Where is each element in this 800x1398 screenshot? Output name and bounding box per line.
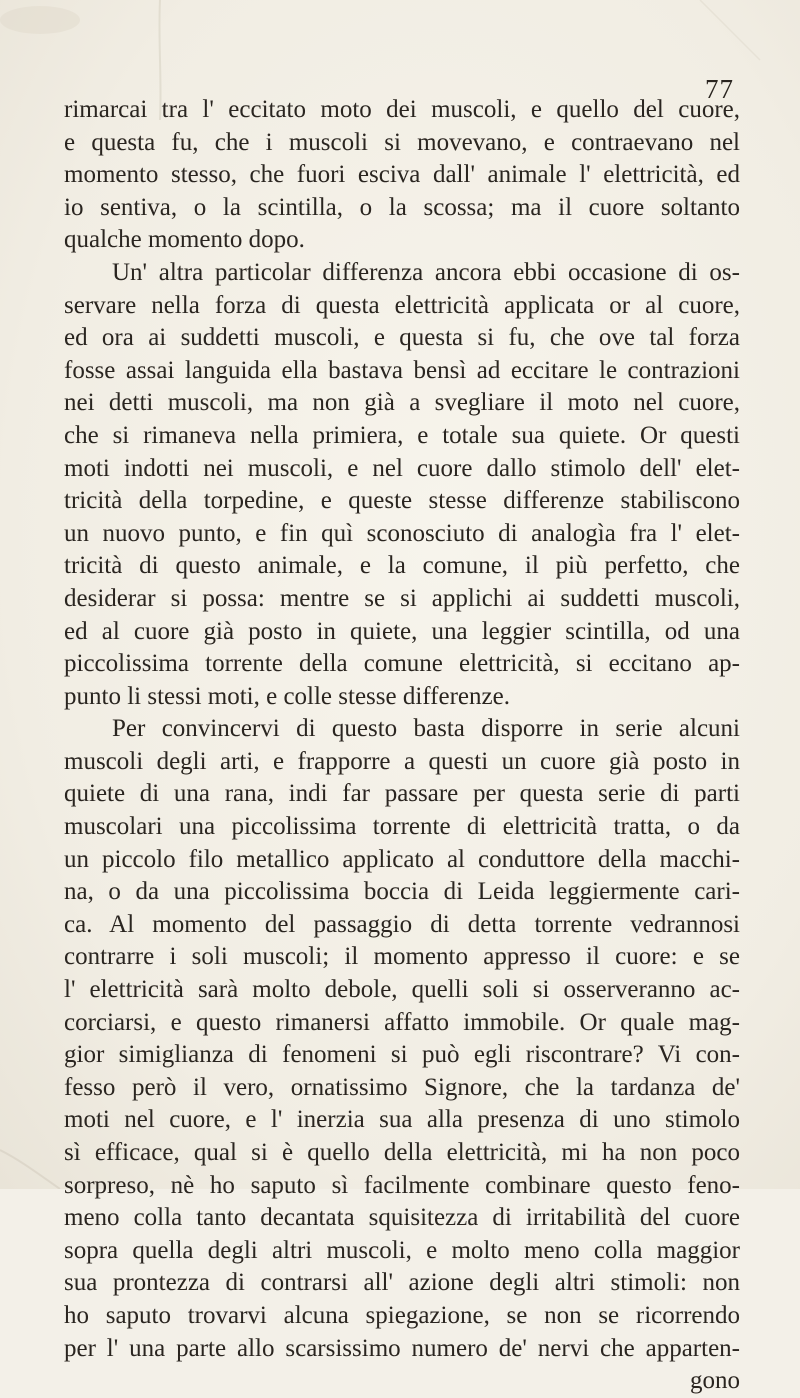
text-line: qualche momento dopo. xyxy=(64,226,305,254)
text-line: ca. Al momento del passaggio di detta torrente vedrannosi xyxy=(64,910,740,938)
text-line: un nuovo punto, e fin quì sconosciuto di analogìa fra l' elet- xyxy=(64,519,740,547)
text-line: momento stesso, che fuori esciva dall' animale l' elettricità, ed xyxy=(64,161,740,189)
body-text xyxy=(64,94,740,1398)
text-line: io sentiva, o la scintilla, o la scossa; ma il cuore soltanto xyxy=(64,193,740,221)
text-line: sua prontezza di contrarsi all' azione degli altri stimoli: non xyxy=(64,1269,740,1297)
text-line: muscolari una piccolissima torrente di elettricità tratta, o da xyxy=(64,813,740,841)
text-line: piccolissima torrente della comune elettricità, si eccitano ap- xyxy=(64,650,740,678)
text-line: Per convincervi di questo basta disporre in serie alcuni xyxy=(112,715,740,743)
text-line: gior simiglianza di fenomeni si può egli riscontrare? Vi con- xyxy=(64,1041,740,1069)
page-number: 77 xyxy=(705,74,734,104)
text-line: servare nella forza di questa elettricità applicata or al cuore, xyxy=(64,291,740,319)
text-line: un piccolo filo metallico applicato al conduttore della macchi- xyxy=(64,845,740,873)
text-line: Un' altra particolar differenza ancora ebbi occasione di os- xyxy=(112,258,740,286)
text-line: meno colla tanto decantata squisitezza di irritabilità del cuore xyxy=(64,1204,740,1232)
text-line: muscoli degli arti, e frapporre a questi un cuore già posto in xyxy=(64,747,740,775)
text-line: rimarcai tra l' eccitato moto dei muscoli, e quello del cuore, xyxy=(64,96,740,123)
text-line: sopra quella degli altri muscoli, e molto meno colla maggior xyxy=(64,1236,740,1264)
text-line: tricità di questo animale, e la comune, il più perfetto, che xyxy=(64,552,740,580)
text-line: sorpreso, nè ho saputo sì facilmente combinare questo feno- xyxy=(64,1171,740,1199)
text-line: ho saputo trovarvi alcuna spiegazione, se non se ricorrendo xyxy=(64,1301,740,1329)
text-line: e questa fu, che i muscoli si movevano, e contraevano nel xyxy=(64,128,740,156)
text-line: fosse assai languida ella bastava bensì ad eccitare le contrazioni xyxy=(64,356,740,384)
text-line: ed al cuore già posto in quiete, una leggier scintilla, od una xyxy=(64,617,740,645)
text-line: per l' una parte allo scarsissimo numero de' nervi che apparten- xyxy=(64,1334,740,1362)
text-line: quiete di una rana, indi far passare per questa serie di parti xyxy=(64,780,740,808)
text-line: ed ora ai suddetti muscoli, e questa si fu, che ove tal forza xyxy=(64,324,740,352)
text-line: tricità della torpedine, e queste stesse differenze stabiliscono xyxy=(64,487,740,515)
text-line: fesso però il vero, ornatissimo Signore, che la tardanza de' xyxy=(64,1073,740,1101)
text-line: nei detti muscoli, ma non già a svegliare il moto nel cuore, xyxy=(64,389,740,417)
text-line: che si rimaneva nella primiera, e totale sua quiete. Or questi xyxy=(64,421,740,449)
text-line: punto li stessi moti, e colle stesse differenze. xyxy=(64,682,510,710)
text-line: na, o da una piccolissima boccia di Leida leggiermente cari- xyxy=(64,878,740,906)
text-line: moti indotti nei muscoli, e nel cuore dallo stimolo dell' elet- xyxy=(64,454,740,482)
text-line: sì efficace, qual si è quello della elettricità, mi ha non poco xyxy=(64,1139,740,1166)
catchword: gono xyxy=(690,1367,740,1395)
text-line: moti nel cuore, e l' inerzia sua alla presenza di uno stimolo xyxy=(64,1106,740,1134)
text-line: contrarre i soli muscoli; il momento appresso il cuore: e se xyxy=(64,943,740,971)
text-line: l' elettricità sarà molto debole, quelli soli si osserveranno ac- xyxy=(64,976,740,1004)
text-line: corciarsi, e questo rimanersi affatto immobile. Or quale mag- xyxy=(64,1008,740,1036)
text-line: desiderar si possa: mentre se si applichi ai suddetti muscoli, xyxy=(64,584,740,612)
